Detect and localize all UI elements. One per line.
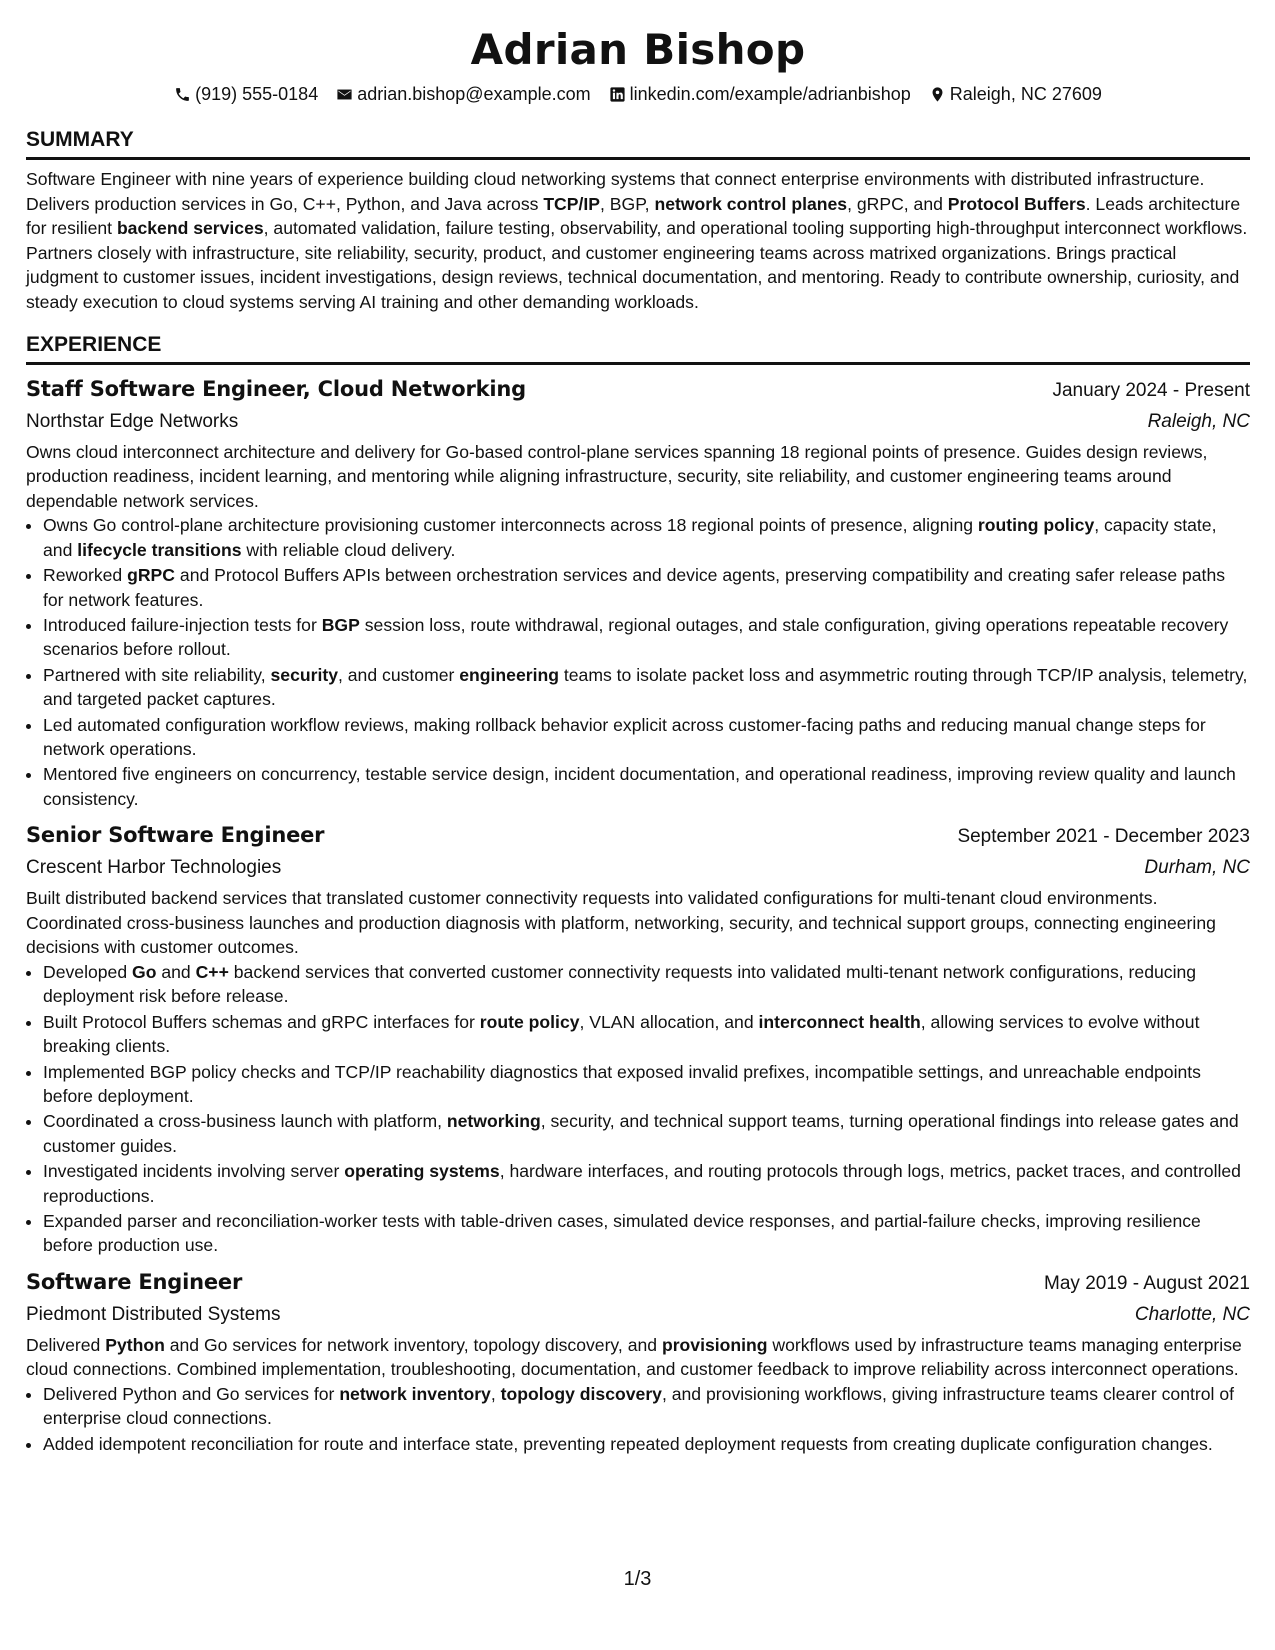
bold-keyword: security [270,664,338,685]
text-run: backend services that converted customer connectivity requests into validated multi-tenant network configurations, reducing deployment risk before release. [43,962,1197,1007]
phone-icon [174,86,191,103]
resume-page [26,0,1250,1457]
text-run: Delivered [26,1334,106,1355]
job-subheader [26,1300,1250,1330]
bullet-item [43,960,1250,1009]
text-run: . Leads architecture for resilient [26,193,1241,239]
linkedin-icon [609,86,626,103]
bullet-item [43,1432,1250,1456]
job-bullets [26,960,1250,1258]
job-header [26,819,1250,853]
contact-phone [174,82,318,106]
bold-keyword: Python [105,1334,165,1355]
job-description [26,1333,1250,1382]
candidate-name: Adrian Bishop [470,25,806,74]
text-run: Expanded parser and reconciliation-worker tests with table-driven cases, simulated device responses, and partial-failure checks, improving resilience before production use. [43,1211,1201,1256]
text-run: , VLAN allocation, and [579,1011,759,1032]
page-number: 1/3 [623,1568,652,1590]
location-text: Raleigh, NC 27609 [949,84,1102,104]
text-run: Introduced failure-injection tests for [43,614,322,635]
bold-keyword: gRPC [127,565,176,586]
text-run: Delivered Python and Go services for [43,1384,340,1405]
bullet-item [43,663,1250,712]
job-entry [26,373,1250,812]
bullet-item [43,1060,1250,1109]
job-entry [26,1266,1250,1456]
bold-keyword: BGP [321,614,360,635]
bold-keyword: C++ [195,962,229,982]
bold-keyword: network control planes [654,193,848,214]
job-bullets [26,1382,1250,1456]
bullet-item [43,1209,1250,1258]
job-company: Piedmont Distributed Systems [26,1303,281,1325]
text-run: , capacity state, and [43,515,1217,560]
job-entry [26,819,1250,1258]
bullet-item [43,1109,1250,1158]
bold-keyword: Protocol Buffers [947,193,1086,214]
text-run: and Go services for network inventory, topology discovery, and [164,1334,662,1355]
phone-text: (919) 555-0184 [195,84,319,104]
text-run: Mentored five engineers on concurrency, testable service design, incident documentation, and operational readiness, improving review quality and launch consistency. [43,764,1236,809]
text-run: Software Engineer with nine years of experience building cloud networking systems that connect enterprise environments with distributed infrastructure. Delivers production services in Go, C++, Python, and Java across [26,169,1205,214]
job-location: Raleigh, NC [1147,410,1250,432]
experience-list [26,373,1250,1457]
text-run: Partnered with site reliability, [43,664,271,685]
text-run: session loss, route withdrawal, regional outages, and stale configuration, giving operations repeatable recovery scenarios before rollout. [43,614,1229,660]
bullet-item [43,1010,1250,1059]
bold-keyword: networking [446,1111,541,1132]
bullet-item [43,613,1250,662]
job-location: Durham, NC [1144,857,1250,879]
job-company: Crescent Harbor Technologies [26,857,282,879]
text-run: and Protocol Buffers APIs between orchestration services and device agents, preserving compatibility and creating safer release paths for network features. [43,565,1226,610]
bold-keyword: interconnect health [758,1011,921,1032]
job-bullets [26,513,1250,811]
bold-keyword: TCP/IP [543,193,601,214]
job-dates: May 2019 - August 2021 [1044,1272,1250,1294]
job-title: Software Engineer [26,1269,243,1294]
bold-keyword: network inventory [339,1384,491,1405]
text-run: , automated validation, failure testing, observability, and operational tooling supporting high-throughput interconnect workflows. Partners closely with infrastructure, site reliability, security, product, and customer engineering teams across matrixed organizations. Brings practical judgment to customer issues, incident investigations, design reviews, technical documentation, and mentoring. Ready to contribute ownership, curiosity, and steady execution to cloud systems serving AI training and other demanding workloads. [26,218,1248,312]
summary-heading: SUMMARY [26,126,1250,160]
text-run: , [490,1384,501,1405]
job-description [26,886,1250,960]
bullet-item [43,713,1250,762]
text-run: Built Protocol Buffers schemas and gRPC interfaces for [43,1011,480,1032]
bold-keyword: operating systems [344,1161,500,1182]
text-run: Implemented BGP policy checks and TCP/IP reachability diagnostics that exposed invalid prefixes, incompatible settings, and unreachable endpoints before deployment. [43,1061,1201,1107]
job-subheader [26,853,1250,883]
email-link[interactable]: adrian.bishop@example.com [357,84,591,104]
bold-keyword: lifecycle transitions [77,539,242,560]
job-dates: January 2024 - Present [1052,379,1250,401]
text-run: , security, and technical support teams, turning operational findings into release gates and customer guides. [43,1111,1239,1156]
contact-linkedin[interactable] [609,82,911,106]
job-subheader [26,407,1250,437]
bold-keyword: route policy [479,1011,580,1032]
contact-bar [26,82,1250,106]
job-title: Senior Software Engineer [26,823,325,848]
text-run: Investigated incidents involving server [43,1161,345,1182]
bullet-item [43,1159,1250,1208]
bold-keyword: engineering [459,664,559,685]
contact-email[interactable] [336,82,590,106]
text-run: , and customer [338,664,460,685]
text-run: Reworked [43,565,128,586]
job-description [26,440,1250,514]
text-run: Added idempotent reconciliation for route and interface state, preventing repeated deployment requests from creating duplicate configuration changes. [43,1433,1213,1454]
text-run: , allowing services to evolve without breaking clients. [43,1011,1200,1057]
text-run: Coordinated a cross-business launch with platform, [43,1111,447,1132]
job-header [26,1266,1250,1300]
bold-keyword: routing policy [977,515,1095,536]
job-dates: September 2021 - December 2023 [957,826,1250,848]
map-pin-icon [929,86,946,103]
job-company: Northstar Edge Networks [26,410,239,432]
bullet-item [43,1382,1250,1431]
text-run: and [156,962,196,982]
job-title: Staff Software Engineer, Cloud Networking [26,376,526,401]
linkedin-link[interactable]: linkedin.com/example/adrianbishop [629,84,911,104]
text-run: Owns Go control-plane architecture provisioning customer interconnects across 18 regional points of presence, aligning [43,515,978,536]
bullet-item [43,762,1250,811]
bullet-item [43,513,1250,562]
text-run: teams to isolate packet loss and asymmetric routing through TCP/IP analysis, telemetry, and targeted packet captures. [43,664,1248,710]
bold-keyword: provisioning [661,1334,768,1355]
bold-keyword: Go [132,962,157,982]
job-location: Charlotte, NC [1134,1303,1250,1325]
text-run: Developed [43,962,133,982]
text-run: , gRPC, and [847,193,948,214]
text-run: Owns cloud interconnect architecture and delivery for Go-based control-plane services spanning 18 regional points of presence. Guides design reviews, production readiness, incident learning, and mentoring while aligning infrastructure, security, site reliability, and customer engineering teams around dependable network services. [26,441,1208,511]
text-run: , BGP, [600,193,655,214]
bold-keyword: backend services [116,218,264,239]
text-run: Built distributed backend services that translated customer connectivity requests into validated configurations for multi-tenant cloud environments. Coordinated cross-business launches and production diagnosis with platform, networking, security, and technical support groups, connecting engineering decisions with customer outcomes. [26,888,1216,958]
contact-location [929,82,1102,106]
summary-paragraph [26,167,1250,315]
text-run: with reliable cloud delivery. [241,539,456,560]
job-header [26,373,1250,407]
bullet-item [43,563,1250,612]
text-run: Led automated configuration workflow reviews, making rollback behavior explicit across customer-facing paths and reducing manual change steps for network operations. [43,714,1206,759]
text-run: workflows used by infrastructure teams managing enterprise cloud connections. Combined implementation, troubleshooting, documentation, and customer feedback to improve reliability across interconnect operations. [26,1334,1242,1380]
text-run: , hardware interfaces, and routing protocols through logs, metrics, packet traces, and controlled reproductions. [43,1161,1241,1206]
envelope-icon [336,86,353,103]
text-run: , and provisioning workflows, giving infrastructure teams clearer control of enterprise cloud connections. [43,1384,1234,1429]
bold-keyword: topology discovery [500,1384,662,1405]
experience-heading: EXPERIENCE [26,331,1250,365]
